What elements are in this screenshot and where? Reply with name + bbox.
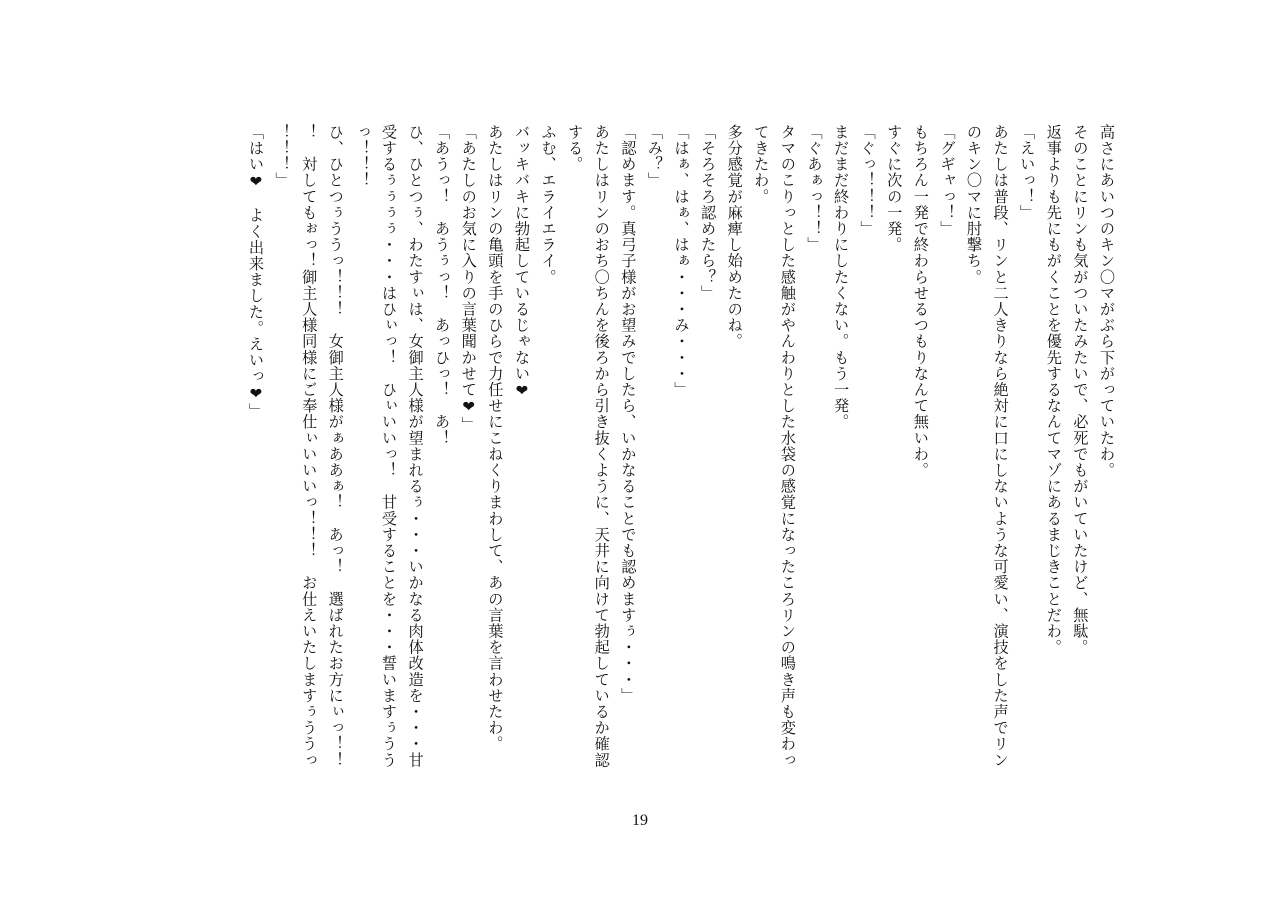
- text-line: すぐに次の一発。: [885, 124, 904, 253]
- text-line: あたしはリンのおち〇ちんを後ろから引き抜くように、天井に向けて勃起しているか確認する。: [566, 124, 611, 768]
- text-line: 「そろそろ認めたら？」: [699, 124, 718, 302]
- text-line: 返事よりも先にもがくことを優先するなんてマゾにあるまじきことだわ。: [1044, 124, 1063, 656]
- text-line: 「グギャっ！」: [938, 124, 957, 237]
- text-line: 高さにあいつのキン〇マがぶら下がっていたわ。: [1098, 124, 1116, 479]
- text-line: もちろん一発で終わらせるつもりなんて無いわ。: [911, 124, 930, 479]
- text-line: 「はい❤ よく出来ました。えいっ❤」: [247, 124, 265, 420]
- text-line: タマのこりっとした感触がやんわりとした水袋の感覚になったころリンの鳴き声も変わってきたわ。: [752, 124, 797, 768]
- text-line: 多分感覚が麻痺し始めたのね。: [725, 124, 744, 350]
- text-line: 「あたしのお気に入りの言葉聞かせて❤」: [459, 124, 478, 433]
- text-line: まだまだ終わりにしたくない。もう一発。: [832, 124, 851, 430]
- text-line: バッキバキに勃起しているじゃない❤: [512, 124, 531, 401]
- text-line: 「あうっ！ あうぅっ！ あっひっ！ あ！: [433, 124, 452, 446]
- text-line: 「はぁ、はぁ、はぁ・・・み・・・」: [672, 124, 691, 398]
- text-line: そのことにリンも気がついたみたいで、必死でもがいていたけど、無駄。: [1071, 124, 1090, 656]
- text-line: 「認めます。真弓子様がお望みでしたら、いかなることでも認めますぅ・・・」: [619, 124, 638, 704]
- text-line: ひ、ひとつぅううっ！！！ 女御主人様がぁああぁ！ あっ！ 選ばれたお方にぃっ！！！ 対してもぉっ！御主人様同様にご奉仕ぃいいいっ！！！ お仕えいたしますぅううっ！！！」: [273, 124, 345, 768]
- text-line: 「えいっ！」: [1018, 124, 1037, 221]
- text-line: ふむ、エライエライ。: [539, 124, 558, 285]
- text-line: 「ぐあぁっ！！」: [805, 124, 824, 253]
- page-number: 19: [632, 812, 648, 829]
- text-line: あたしは普段、リンと二人きりなら絶対に口にしないような可愛い、演技をした声でリンのキン〇マに肘撃ち。: [965, 124, 1010, 768]
- vertical-text-body: [160, 124, 1120, 784]
- text-line: 「ぐっ！！！」: [858, 124, 877, 237]
- text-line: あたしはリンの亀頭を手のひらで力任せにこねくりまわして、あの言葉を言わせたわ。: [486, 124, 505, 752]
- text-line: ひ、ひとつぅ、わたすぃは、女御主人様が望まれるぅ・・・いかなる肉体改造を・・・甘受するぅぅぅぅ・・・はひぃっ！ ひぃいいっ！ 甘受することを・・・誓いますぅううっ！！！: [353, 124, 425, 768]
- text-line: 「み？」: [645, 124, 664, 189]
